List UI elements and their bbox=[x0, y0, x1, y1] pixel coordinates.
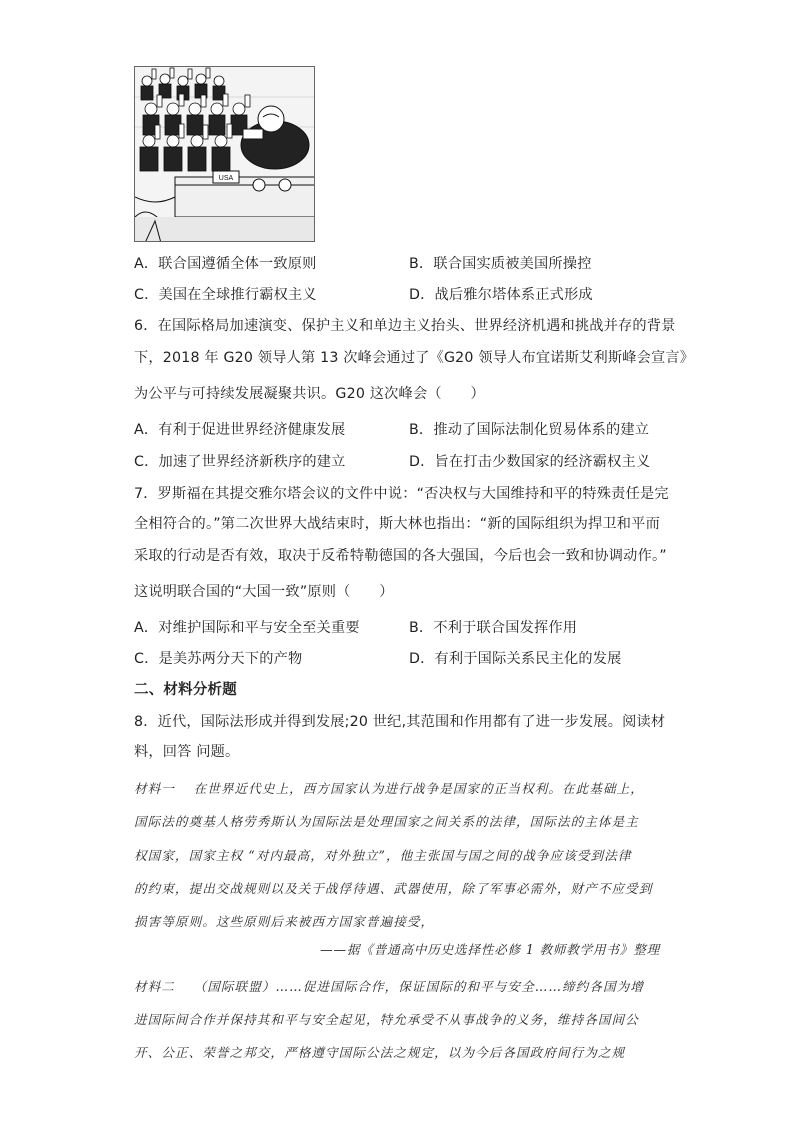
q6-option-a: A．有利于促进世界经济健康发展 bbox=[134, 422, 346, 438]
cartoon-drawing bbox=[135, 67, 315, 242]
q5-option-a: A．联合国遵循全体一致原则 bbox=[134, 256, 317, 272]
usa-desk-label: USA bbox=[218, 175, 234, 182]
q6-option-c: C．加速了世界经济新秩序的建立 bbox=[134, 454, 346, 470]
material1-line3: 权国家，国家主权 “对内最高，对外独立”，他主张国与国之间的战争应该受到法律 bbox=[134, 848, 632, 863]
q6-stem-line1: 6．在国际格局加速演变、保护主义和单边主义抬头、世界经济机遇和挑战并存的背景 bbox=[134, 318, 676, 334]
q5-option-c: C．美国在全球推行霸权主义 bbox=[134, 287, 317, 303]
material2-line2: 进国际间合作并保持其和平与安全起见，特允承受不从事战争的义务，维持各国间公 bbox=[134, 1012, 639, 1027]
q7-option-c: C．是美苏两分天下的产物 bbox=[134, 651, 303, 667]
q6-stem-line3: 为公平与可持续发展凝聚共识。G20 这次峰会（ ） bbox=[134, 386, 485, 402]
material1-line4: 的约束，提出交战规则以及关于战俘待遇、武器使用，除了军事必需外，财产不应受到 bbox=[134, 881, 653, 896]
political-cartoon-image bbox=[134, 66, 315, 242]
material2-line1: 材料二 （国际联盟）……促进国际合作，保证国际的和平与安全……缔约各国为增 bbox=[134, 979, 644, 994]
q6-option-d: D．旨在打击少数国家的经济霸权主义 bbox=[409, 454, 651, 470]
q7-option-d: D．有利于国际关系民主化的发展 bbox=[409, 651, 622, 667]
q7-option-b: B．不利于联合国发挥作用 bbox=[409, 620, 578, 636]
section-title: 二、材料分析题 bbox=[134, 682, 237, 698]
q7-option-a: A．对维护国际和平与安全至关重要 bbox=[134, 620, 360, 636]
q5-option-b: B．联合国实质被美国所操控 bbox=[409, 256, 592, 272]
q8-stem-line2: 料，回答 问题。 bbox=[134, 744, 240, 760]
q5-option-d: D．战后雅尔塔体系正式形成 bbox=[409, 287, 593, 303]
q7-stem-line3: 采取的行动是否有效，取决于反希特勒德国的各大强国，今后也会一致和协调动作。” bbox=[134, 548, 667, 564]
q7-stem-line4: 这说明联合国的“大国一致”原则（ ） bbox=[134, 584, 394, 600]
q8-stem-line1: 8．近代，国际法形成并得到发展;20 世纪,其范围和作用都有了进一步发展。阅读材 bbox=[134, 714, 666, 730]
q7-stem-line1: 7．罗斯福在其提交雅尔塔会议的文件中说：“否决权与大国维持和平的特殊责任是完 bbox=[134, 486, 669, 502]
q7-stem-line2: 全相符合的。”第二次世界大战结束时，斯大林也指出：“新的国际组织为捍卫和平而 bbox=[134, 516, 660, 532]
material1-line5: 损害等原则。这些原则后来被西方国家普遍接受， bbox=[134, 914, 435, 929]
q6-stem-line2: 下，2018 年 G20 领导人第 13 次峰会通过了《G20 领导人布宜诺斯艾利斯峰会宣言》 bbox=[134, 350, 695, 366]
material1-line1: 材料一 在世界近代史上，西方国家认为进行战争是国家的正当权利。在此基础上， bbox=[134, 781, 644, 796]
material2-line3: 开、公正、荣誉之邦交，严格遵守国际公法之规定，以为今后各国政府间行为之规 bbox=[134, 1045, 626, 1060]
q6-option-b: B．推动了国际法制化贸易体系的建立 bbox=[409, 422, 650, 438]
material1-source: ——据《普通高中历史选择性必修 1 教师教学用书》整理 bbox=[320, 942, 660, 957]
material1-line2: 国际法的奠基人格劳秀斯认为国际法是处理国家之间关系的法律，国际法的主体是主 bbox=[134, 814, 639, 829]
